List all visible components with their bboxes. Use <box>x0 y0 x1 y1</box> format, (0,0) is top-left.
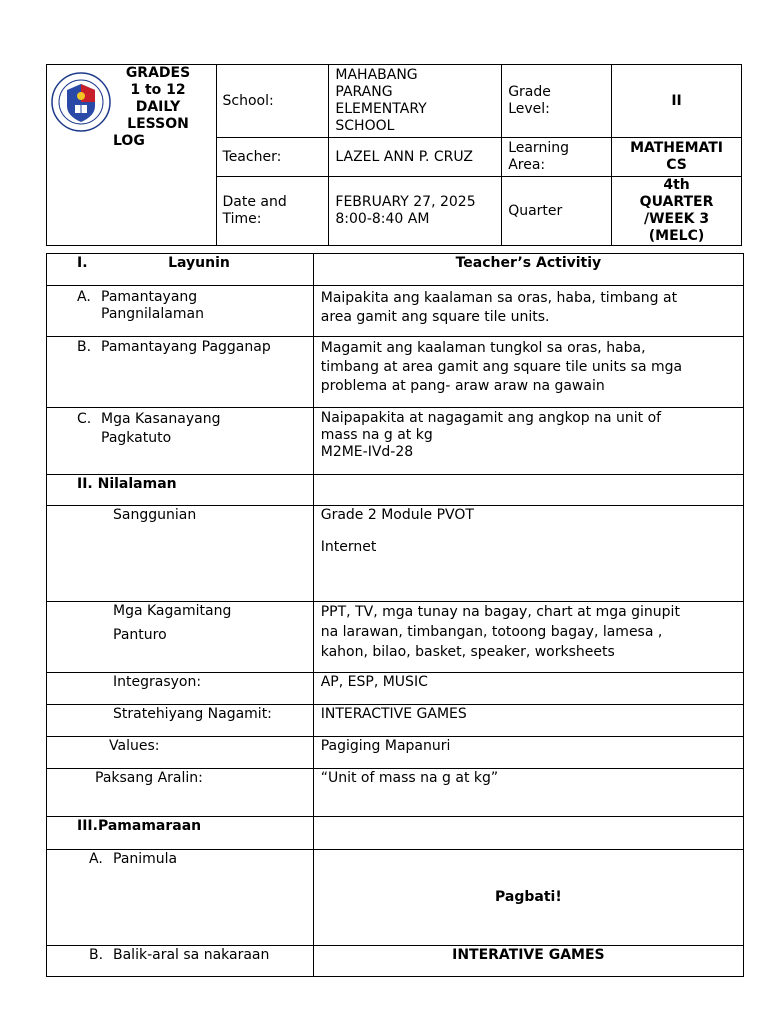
table-row <box>47 673 744 705</box>
date-label: Date and Time: <box>216 177 329 246</box>
row-label: Paksang Aralin: <box>47 769 314 817</box>
table-row <box>47 286 744 337</box>
header-table <box>46 64 742 246</box>
row-value: AP, ESP, MUSIC <box>313 673 743 705</box>
learning-area-label: Learning Area: <box>502 138 612 177</box>
section-heading: III.Pamamaraan <box>47 817 314 850</box>
table-row <box>47 737 744 769</box>
row-label: A. Panimula <box>47 850 314 946</box>
learning-area-value: MATHEMATI CS <box>612 138 742 177</box>
school-label: School: <box>216 65 329 138</box>
section-row <box>47 475 744 506</box>
table-row <box>47 946 744 977</box>
lesson-table <box>46 253 744 977</box>
date-value: FEBRUARY 27, 2025 8:00-8:40 AM <box>329 177 502 246</box>
row-label: Stratehiyang Nagamit: <box>47 705 314 737</box>
grade-level-label: Grade Level: <box>502 65 612 138</box>
row-label: B. Pamantayang Pagganap <box>47 337 314 408</box>
section-heading: II. Nilalaman <box>47 475 314 506</box>
deped-seal-icon <box>51 72 111 132</box>
section-empty-cell <box>313 817 743 850</box>
school-value: MAHABANG PARANG ELEMENTARY SCHOOL <box>329 65 502 138</box>
row-value: “Unit of mass na g at kg” <box>313 769 743 817</box>
table-row <box>47 506 744 602</box>
quarter-label: Quarter <box>502 177 612 246</box>
row-label: Sanggunian <box>47 506 314 602</box>
row-label: Integrasyon: <box>47 673 314 705</box>
row-value: INTERACTIVE GAMES <box>313 705 743 737</box>
row-value: Pagiging Mapanuri <box>313 737 743 769</box>
table-row <box>47 602 744 673</box>
dll-title: GRADES 1 to 12 DAILY LESSON <box>125 65 191 132</box>
header-logo-cell <box>47 65 217 246</box>
teacher-label: Teacher: <box>216 138 329 177</box>
row-value: Maipakita ang kaalaman sa oras, haba, timbang at area gamit ang square tile units. <box>313 286 743 337</box>
row-value: PPT, TV, mga tunay na bagay, chart at mga ginupit na larawan, timbangan, totoong bagay, lamesa , kahon, bilao, basket, speaker, worksheets <box>313 602 743 673</box>
section-empty-cell <box>313 475 743 506</box>
row-value: Grade 2 Module PVOT Internet <box>313 506 743 602</box>
row-label: C. Mga Kasanayang Pagkatuto <box>47 408 314 475</box>
table-row <box>47 850 744 946</box>
section-row <box>47 817 744 850</box>
row-label: Mga Kagamitang Panturo <box>47 602 314 673</box>
row-value: Pagbati! <box>313 850 743 946</box>
dll-title-log: LOG <box>113 133 145 149</box>
row-value: Magamit ang kaalaman tungkol sa oras, haba, timbang at area gamit ang square tile units sa mga problema at pang- araw araw na gawain <box>313 337 743 408</box>
teacher-value: LAZEL ANN P. CRUZ <box>329 138 502 177</box>
quarter-value: 4th QUARTER /WEEK 3 (MELC) <box>612 177 742 246</box>
column-header-layunin: I. Layunin <box>47 254 314 286</box>
table-row <box>47 705 744 737</box>
row-label: Values: <box>47 737 314 769</box>
row-value: INTERATIVE GAMES <box>313 946 743 977</box>
grade-level-value: II <box>612 65 742 138</box>
row-label: B. Balik-aral sa nakaraan <box>47 946 314 977</box>
column-header-activity: Teacher’s Activitiy <box>313 254 743 286</box>
row-value: Naipapakita at nagagamit ang angkop na unit of mass na g at kg M2ME-IVd-28 <box>313 408 743 475</box>
table-row <box>47 408 744 475</box>
table-row <box>47 769 744 817</box>
table-row <box>47 337 744 408</box>
row-label: A. Pamantayang Pangnilalaman <box>47 286 314 337</box>
